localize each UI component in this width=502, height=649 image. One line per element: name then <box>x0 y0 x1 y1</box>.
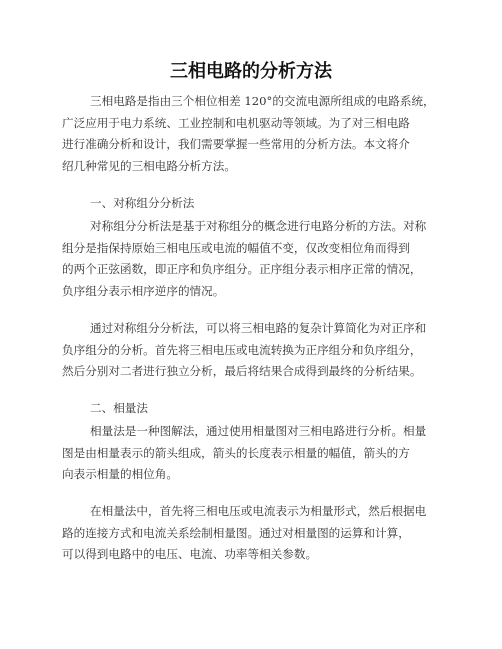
paragraph-line: 在相量法中，首先将三相电压或电流表示为相量形式，然后根据电 <box>90 504 427 518</box>
paragraph-line: 负序组分表示相序逆序的情况。 <box>62 283 225 298</box>
section-2-paragraph-2 <box>62 501 462 566</box>
section-1-paragraph-2 <box>62 318 462 383</box>
intro-paragraph <box>62 91 462 177</box>
paragraph-line: 然后分别对二者进行独立分析，最后将结果合成得到最终的分析结果。 <box>62 364 422 379</box>
paragraph-line: 路的连接方式和电流关系绘制相量图。通过对相量图的运算和计算， <box>62 525 410 540</box>
paragraph-line: 通过对称组分分析法，可以将三相电路的复杂计算简化为对正序和 <box>90 321 427 335</box>
paragraph-line: 广泛应用于电力系统、工业控制和电机驱动等领域。为了对三相电路 <box>62 115 410 130</box>
paragraph-line: 相量法是一种图解法，通过使用相量图对三相电路进行分析。相量 <box>90 424 427 438</box>
paragraph-line: 图是由相量表示的箭头组成，箭头的长度表示相量的幅值，箭头的方 <box>62 445 410 460</box>
paragraph-line: 组分是指保持原始三相电压或电流的幅值不变，仅改变相位角而得到 <box>62 240 410 255</box>
section-1-paragraph-1 <box>62 216 462 302</box>
paragraph-line: 的两个正弦函数，即正序和负序组分。正序组分表示相序正常的情况， <box>62 262 422 277</box>
section-1-heading: 一、对称组分分析法 <box>90 196 195 210</box>
paragraph-line: 绍几种常见的三相电路分析方法。 <box>62 158 236 173</box>
section-2-heading: 二、相量法 <box>90 401 148 415</box>
paragraph-line: 对称组分分析法是基于对称组分的概念进行电路分析的方法。对称 <box>90 219 427 233</box>
paragraph-line: 进行准确分析和设计，我们需要掌握一些常用的分析方法。本文将介 <box>62 137 410 152</box>
paragraph-line: 可以得到电路中的电压、电流、功率等相关参数。 <box>62 547 318 562</box>
section-2-paragraph-1 <box>62 421 462 486</box>
paragraph-line: 三相电路是指由三个相位相差 120°的交流电源所组成的电路系统， <box>90 94 435 108</box>
paragraph-line: 向表示相量的相位角。 <box>62 467 178 482</box>
paragraph-line: 负序组分的分析。首先将三相电压或电流转换为正序组分和负序组分， <box>62 342 422 357</box>
document-title: 三相电路的分析方法 <box>170 61 332 82</box>
